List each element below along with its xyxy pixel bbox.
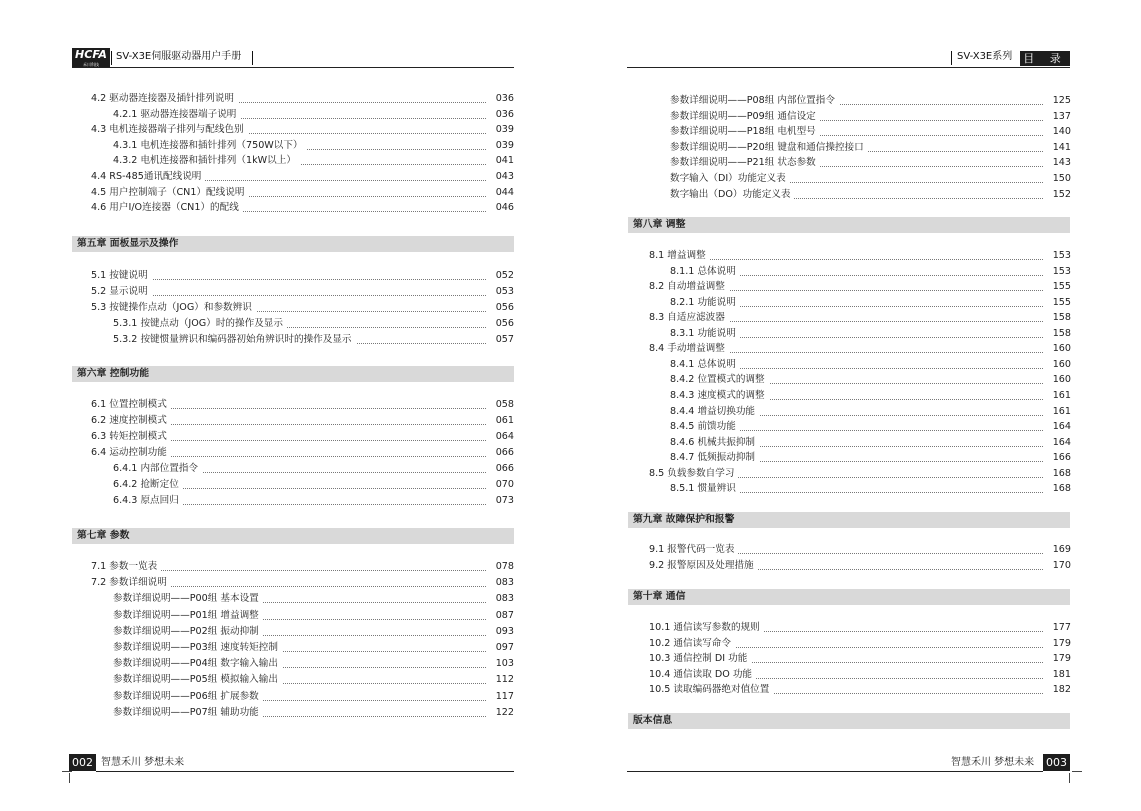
toc-entry [670,296,1071,310]
toc-entry [113,494,514,508]
toc-entry-page: 052 [495,270,514,281]
toc-entry-title: 参数详细说明——P07组 辅助功能 [113,706,263,720]
toc-entry-page: 161 [1052,389,1071,401]
toc-entry [113,673,514,687]
toc-entry-page: 158 [1052,312,1071,324]
toc-entry [649,559,1071,573]
toc-entry-title: 4.3.2 电机连接器和插针排列（1kW以上） [113,154,300,168]
chapter-heading: 第九章 故障保护和报警 [628,512,1070,528]
toc-entry-title: 10.2 通信读写命令 [649,637,735,651]
toc-entry-page: 168 [1052,483,1071,495]
toc-entry-title: 6.4.3 原点回归 [113,494,183,508]
toc-entry-title: 10.4 通信读取 DO 功能 [649,668,756,682]
toc-entry [649,652,1071,666]
toc-entry [91,92,514,106]
toc-entry [670,125,1071,139]
crop-mark [69,773,70,783]
toc-entry [649,342,1071,356]
toc-entry-title: 4.2 驱动器连接器及插针排列说明 [91,92,238,106]
chapter-heading: 第七章 参数 [72,528,514,544]
toc-entry-title: 5.1 按键说明 [91,269,152,283]
toc-entry-page: 182 [1052,684,1071,695]
chapter-heading: 第十章 通信 [628,589,1070,605]
toc-entry-title: 8.4.7 低频振动抑制 [670,451,759,465]
toc-entry-title: 参数详细说明——P09组 通信设定 [670,110,820,124]
toc-entry [113,462,514,476]
toc-entry-page: 056 [495,302,514,313]
toc-entry-page: 053 [495,286,514,297]
toc-entry [113,154,514,168]
toc-entry [670,389,1071,403]
toc-entry-page: 041 [495,155,514,167]
toc-entry-page: 112 [495,674,514,686]
toc-entry-page: 153 [1052,250,1071,261]
toc-entry-page: 043 [495,171,514,182]
toc-entry-title: 10.5 读取编码器绝对值位置 [649,683,773,697]
toc-entry [113,108,514,122]
footer-rule [627,771,1043,772]
toc-entry [113,609,514,623]
toc-entry-page: 039 [495,124,514,136]
toc-entry-page: 078 [495,561,514,572]
left-page [0,0,570,811]
chapter-heading: 第五章 面板显示及操作 [72,236,514,252]
toc-entry-page: 155 [1052,281,1071,293]
toc-entry-title: 5.3.2 按键惯量辨识和编码器初始角辨识时的操作及显示 [113,333,356,347]
header-rule [72,67,514,68]
toc-entry-title: 参数详细说明——P03组 速度转矩控制 [113,641,282,655]
toc-entry-page: 169 [1052,544,1071,555]
toc-entry-page: 160 [1052,374,1071,386]
toc-entry-title: 8.3.1 功能说明 [670,327,740,341]
toc-entry-page: 083 [495,577,514,589]
toc-entry [113,139,514,153]
toc-entry-page: 179 [1052,653,1071,664]
toc-entry [113,706,514,720]
toc-entry-title: 7.2 参数详细说明 [91,576,171,590]
toc-entry-page: 061 [495,415,514,426]
toc-entry [670,420,1071,434]
toc-entry-title: 6.3 转矩控制模式 [91,430,171,444]
footer-rule [96,771,514,772]
toc-entry-page: 046 [495,202,514,214]
crop-mark [1069,773,1070,783]
toc-entry-title: 4.3.1 电机连接器和插针排列（750W以下） [113,139,307,153]
toc-entry [91,170,514,184]
toc-entry [649,543,1071,557]
toc-entry [91,560,514,574]
toc-entry-title: 参数详细说明——P05组 模拟输入输出 [113,673,282,687]
toc-entry [113,317,514,331]
toc-entry-page: 039 [495,139,514,151]
chapter-heading: 版本信息 [628,713,1070,729]
toc-entry-title: 8.1.1 总体说明 [670,265,740,279]
toc-entry-title: 参数详细说明——P04组 数字输入输出 [113,657,282,671]
crop-mark [62,771,72,772]
toc-entry-title: 参数详细说明——P06组 扩展参数 [113,690,263,704]
toc-entry [113,690,514,704]
toc-entry-title: 数字输入（DI）功能定义表 [670,172,790,186]
toc-entry-title: 参数详细说明——P01组 增益调整 [113,609,263,623]
toc-entry-page: 158 [1052,327,1071,339]
toc-entry [91,269,514,283]
toc-entry-title: 参数详细说明——P00组 基本设置 [113,592,263,606]
toc-entry-page: 057 [495,334,514,345]
toc-entry-title: 4.2.1 驱动器连接器端子说明 [113,108,240,122]
toc-entry-title: 6.4.1 内部位置指令 [113,462,202,476]
toc-entry-page: 073 [495,495,514,506]
toc-entry-title: 8.5.1 惯量辨识 [670,482,740,496]
toc-entry [91,201,514,215]
toc-entry-page: 044 [495,186,514,198]
toc-entry [649,637,1071,651]
toc-entry-title: 8.4 手动增益调整 [649,342,729,356]
toc-entry-page: 161 [1052,405,1071,417]
toc-entry [113,478,514,492]
toc-entry [670,141,1071,155]
toc-entry-page: 122 [495,706,514,718]
toc-entry-title: 8.3 自适应滤波器 [649,311,729,325]
toc-entry-page: 093 [495,625,514,637]
toc-entry-page: 168 [1052,467,1071,479]
chapter-heading: 第六章 控制功能 [72,366,514,382]
toc-entry-title: 8.4.4 增益切换功能 [670,405,759,419]
toc-entry [670,188,1071,202]
page-number: 002 [69,754,96,771]
toc-entry-page: 179 [1052,637,1071,649]
toc-entry-page: 058 [495,399,514,410]
toc-entry [91,414,514,428]
toc-entry [91,123,514,137]
toc-entry-page: 181 [1052,668,1071,680]
toc-entry [91,186,514,200]
toc-entry-page: 087 [495,609,514,621]
footer-slogan: 智慧禾川 梦想未来 [101,757,185,768]
toc-entry-title: 参数详细说明——P08组 内部位置指令 [670,94,839,108]
toc-entry-page: 066 [495,463,514,474]
toc-entry [649,621,1071,635]
toc-entry-title: 9.2 报警原因及处理措施 [649,559,758,573]
toc-entry [670,110,1071,124]
series-title: SV-X3E系列 [957,51,1013,62]
toc-entry-title: 6.2 速度控制模式 [91,414,171,428]
header-separator [111,51,112,65]
toc-entry [91,430,514,444]
header-separator [951,51,952,65]
toc-entry-title: 10.1 通信读写参数的规则 [649,621,764,635]
toc-entry [91,285,514,299]
toc-entry-title: 8.4.1 总体说明 [670,358,740,372]
toc-entry [113,657,514,671]
toc-entry-page: 070 [495,479,514,490]
toc-entry [670,358,1071,372]
page-number: 003 [1043,754,1070,771]
toc-entry-page: 141 [1052,141,1071,153]
crop-mark [1072,771,1082,772]
toc-entry [670,482,1071,496]
toc-entry [113,641,514,655]
toc-entry [649,683,1071,697]
toc-entry-page: 164 [1052,421,1071,433]
toc-entry-title: 8.4.2 位置模式的调整 [670,373,769,387]
toc-entry-page: 125 [1052,95,1071,106]
toc-entry-title: 数字输出（DO）功能定义表 [670,188,794,202]
hcfa-logo: HCFA 禾川科技 [72,48,110,68]
toc-entry-page: 137 [1052,110,1071,122]
toc-entry [649,467,1071,481]
toc-entry [649,311,1071,325]
toc-entry-title: 9.1 报警代码一览表 [649,543,738,557]
toc-heading: 目 录 [1020,51,1070,66]
toc-entry-title: 参数详细说明——P18组 电机型号 [670,125,820,139]
toc-entry-title: 8.2.1 功能说明 [670,296,740,310]
toc-entry-title: 5.3 按键操作点动（JOG）和参数辨识 [91,301,256,315]
toc-entry [670,327,1071,341]
toc-entry-title: 8.5 负载参数自学习 [649,467,738,481]
toc-entry-page: 036 [495,93,514,104]
chapter-heading: 第八章 调整 [628,217,1070,233]
toc-entry-page: 152 [1052,188,1071,200]
toc-entry-title: 5.3.1 按键点动（JOG）时的操作及显示 [113,317,287,331]
toc-entry-page: 056 [495,318,514,329]
toc-entry-page: 153 [1052,265,1071,277]
toc-entry [670,451,1071,465]
toc-entry-page: 150 [1052,173,1071,184]
toc-entry-page: 170 [1052,560,1071,571]
toc-entry-title: 参数详细说明——P21组 状态参数 [670,156,820,170]
toc-entry [113,625,514,639]
toc-entry-title: 参数详细说明——P02组 振动抑制 [113,625,263,639]
toc-entry-page: 103 [495,658,514,670]
toc-entry-title: 6.4 运动控制功能 [91,446,171,460]
toc-entry [670,172,1071,186]
toc-entry-page: 160 [1052,343,1071,355]
toc-entry-title: 8.4.5 前馈功能 [670,420,740,434]
toc-entry-page: 166 [1052,452,1071,464]
toc-entry-title: 6.1 位置控制模式 [91,398,171,412]
toc-entry [670,265,1071,279]
toc-entry [91,446,514,460]
toc-entry-page: 164 [1052,436,1071,448]
toc-entry-title: 10.3 通信控制 DI 功能 [649,652,751,666]
toc-entry-title: 4.5 用户控制端子（CN1）配线说明 [91,186,248,200]
toc-entry [649,668,1071,682]
toc-entry-page: 064 [495,431,514,442]
header-rule [627,67,1070,68]
toc-entry [670,405,1071,419]
toc-entry [91,301,514,315]
toc-entry-page: 083 [495,593,514,605]
toc-entry-title: 8.2 自动增益调整 [649,280,729,294]
toc-entry [649,249,1071,263]
toc-entry-title: 8.4.6 机械共振抑制 [670,436,759,450]
toc-entry [91,398,514,412]
toc-entry-title: 6.4.2 抢断定位 [113,478,183,492]
toc-entry [670,436,1071,450]
manual-title: SV-X3E伺服驱动器用户手册 [116,51,242,62]
toc-entry-title: 8.4.3 速度模式的调整 [670,389,769,403]
toc-entry [91,576,514,590]
toc-entry [670,373,1071,387]
toc-entry [113,592,514,606]
toc-entry-page: 066 [495,447,514,458]
toc-entry-title: 参数详细说明——P20组 键盘和通信操控接口 [670,141,868,155]
toc-entry-title: 8.1 增益调整 [649,249,710,263]
toc-entry-page: 117 [495,690,514,702]
header-separator [252,51,253,65]
toc-entry-page: 143 [1052,157,1071,169]
toc-entry [670,156,1071,170]
toc-entry [670,94,1071,108]
toc-entry-page: 160 [1052,358,1071,370]
toc-entry-page: 097 [495,642,514,653]
footer-slogan: 智慧禾川 梦想未来 [951,757,1035,768]
logo-subtitle: 禾川科技 [83,62,99,67]
toc-entry-title: 4.6 用户I/O连接器（CN1）的配线 [91,201,243,215]
toc-entry-title: 4.3 电机连接器端子排列与配线色别 [91,123,248,137]
toc-entry [113,333,514,347]
toc-entry-page: 155 [1052,296,1071,308]
toc-entry-title: 5.2 显示说明 [91,285,152,299]
toc-entry [649,280,1071,294]
toc-entry-title: 4.4 RS-485通讯配线说明 [91,170,205,184]
toc-entry-page: 036 [495,108,514,120]
toc-entry-page: 140 [1052,126,1071,138]
toc-entry-page: 177 [1052,622,1071,633]
toc-entry-title: 7.1 参数一览表 [91,560,161,574]
